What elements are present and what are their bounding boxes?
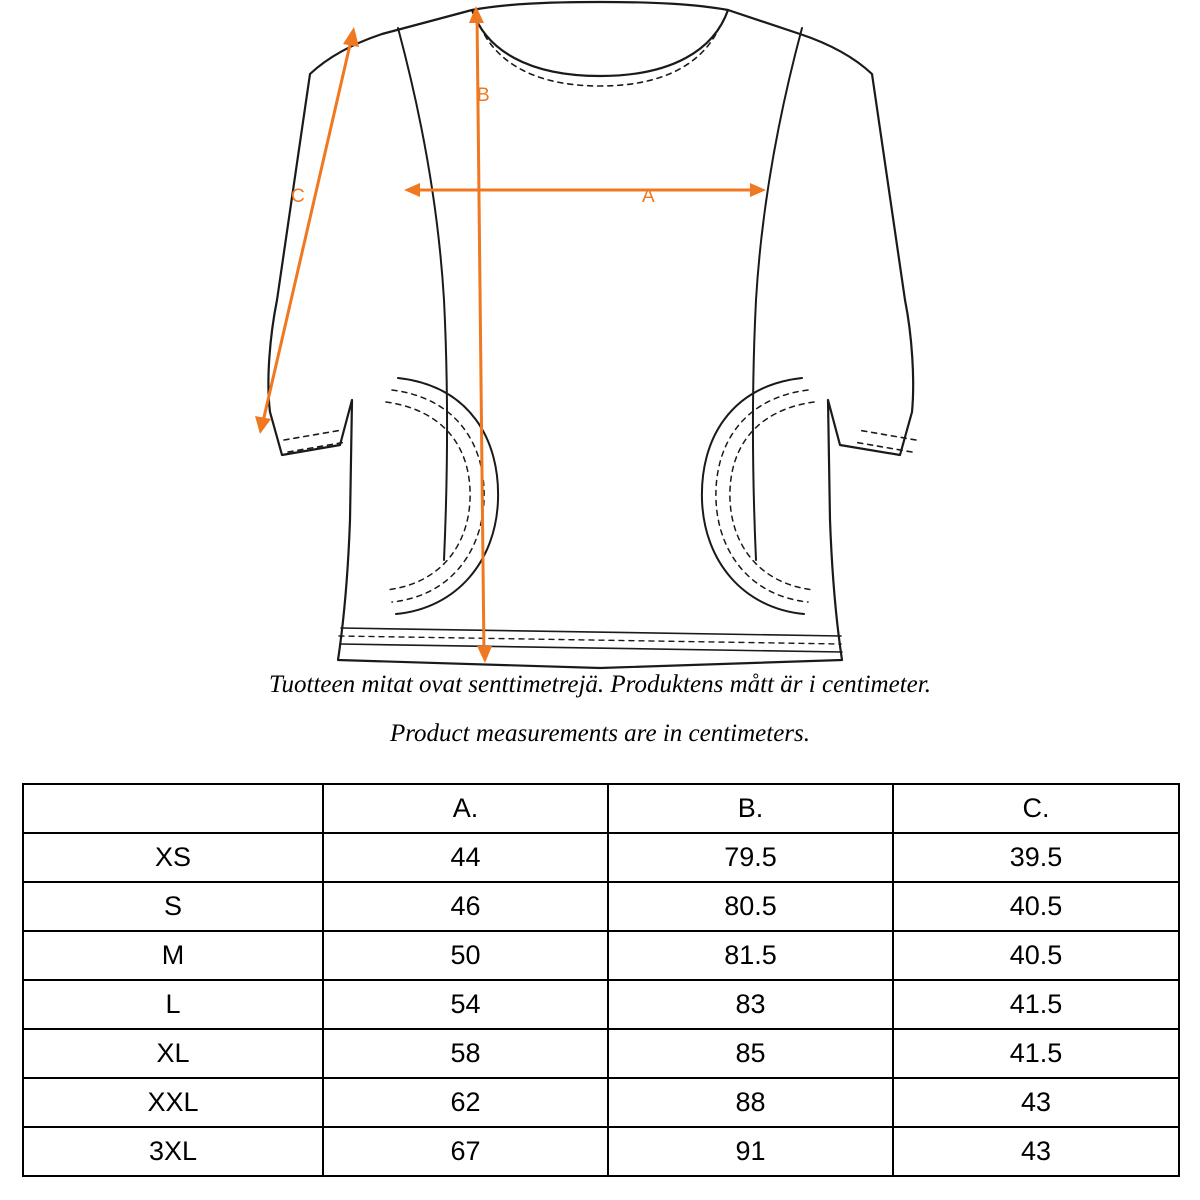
label-a: A <box>642 186 655 207</box>
cell-c: 41.5 <box>893 1029 1179 1078</box>
table-row <box>23 1078 1179 1127</box>
table-header-row <box>23 784 1179 833</box>
cell-c: 43 <box>893 1078 1179 1127</box>
caption-line-english: Product measurements are in centimeters. <box>389 720 811 747</box>
table-row <box>23 833 1179 882</box>
cell-b: 81.5 <box>608 931 893 980</box>
table-row <box>23 1029 1179 1078</box>
cell-b: 79.5 <box>608 833 893 882</box>
header-size <box>23 784 323 833</box>
cell-c: 40.5 <box>893 882 1179 931</box>
cell-size: XS <box>23 833 323 882</box>
size-chart-table <box>22 783 1180 1177</box>
cell-a: 67 <box>323 1127 608 1176</box>
cell-b: 80.5 <box>608 882 893 931</box>
cell-b: 83 <box>608 980 893 1029</box>
garment-outline <box>268 2 916 668</box>
header-b: B. <box>608 784 893 833</box>
cell-c: 39.5 <box>893 833 1179 882</box>
table-row <box>23 980 1179 1029</box>
cell-size: M <box>23 931 323 980</box>
cell-a: 58 <box>323 1029 608 1078</box>
cell-a: 50 <box>323 931 608 980</box>
cell-a: 44 <box>323 833 608 882</box>
caption-line-nordic: Tuotteen mitat ovat senttimetrejä. Produktens mått är i centimeter. <box>269 671 931 698</box>
cell-c: 40.5 <box>893 931 1179 980</box>
cell-b: 91 <box>608 1127 893 1176</box>
cell-b: 88 <box>608 1078 893 1127</box>
header-c: C. <box>893 784 1179 833</box>
cell-size: XXL <box>23 1078 323 1127</box>
table-row <box>23 931 1179 980</box>
cell-b: 85 <box>608 1029 893 1078</box>
cell-a: 62 <box>323 1078 608 1127</box>
cell-size: S <box>23 882 323 931</box>
label-b: B <box>477 85 490 106</box>
caption-block <box>0 672 1200 746</box>
cell-size: XL <box>23 1029 323 1078</box>
cell-size: 3XL <box>23 1127 323 1176</box>
cell-a: 46 <box>323 882 608 931</box>
table-row <box>23 882 1179 931</box>
cell-a: 54 <box>323 980 608 1029</box>
cell-size: L <box>23 980 323 1029</box>
table-row <box>23 1127 1179 1176</box>
cell-c: 41.5 <box>893 980 1179 1029</box>
label-c: C <box>291 186 305 207</box>
header-a: A. <box>323 784 608 833</box>
measurement-arrows <box>255 6 766 663</box>
cell-c: 43 <box>893 1127 1179 1176</box>
